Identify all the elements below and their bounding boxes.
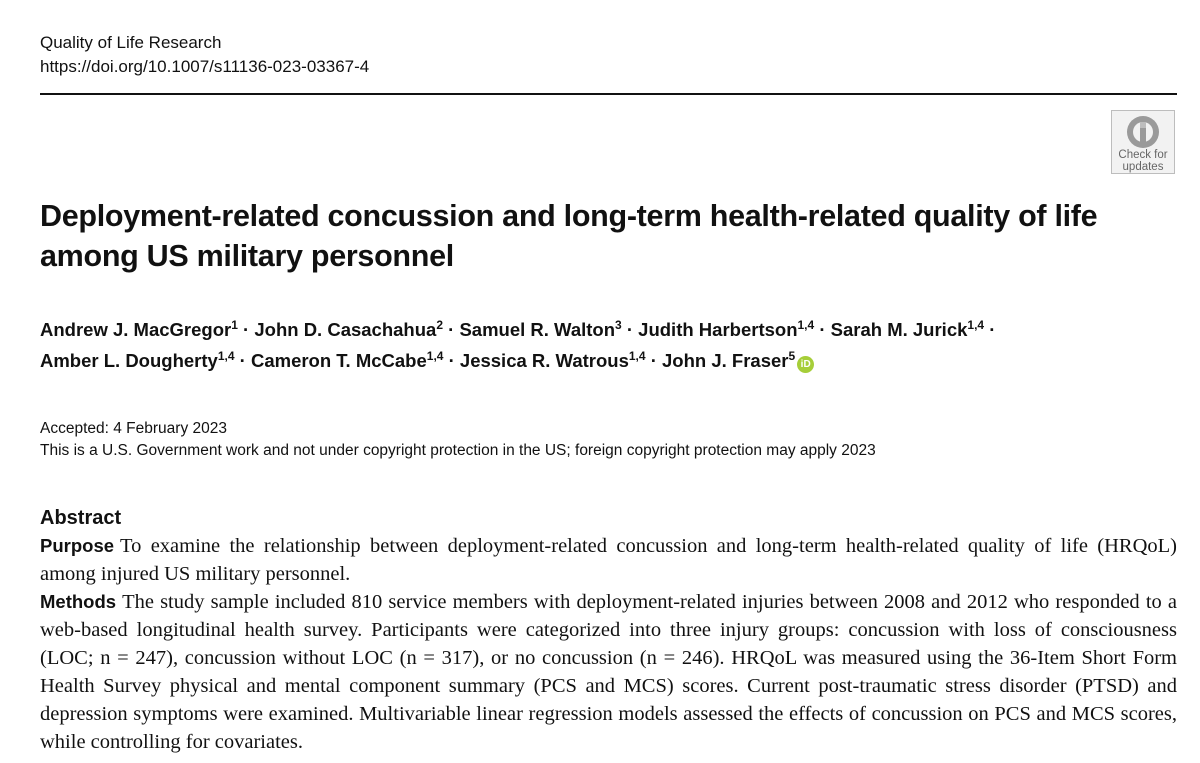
- author-name: Amber L. Dougherty: [40, 350, 218, 371]
- journal-header: [40, 31, 369, 79]
- article-title: Deployment-related concussion and long-term health-related quality of life among US military personnel: [40, 199, 1098, 273]
- author-affiliation: 1: [231, 318, 238, 332]
- author-separator: ·: [621, 319, 639, 340]
- badge-line-2: updates: [1122, 161, 1164, 173]
- author-affiliation: 5: [788, 349, 796, 363]
- author-affiliation: 1,4: [628, 349, 646, 363]
- author-separator: ·: [814, 319, 831, 340]
- author-separator: ·: [984, 319, 996, 340]
- author[interactable]: [459, 319, 621, 340]
- author[interactable]: [254, 319, 443, 340]
- header-rule: [40, 93, 1177, 95]
- author-name: Sarah M. Jurick: [830, 319, 968, 340]
- author[interactable]: [40, 319, 238, 340]
- author-affiliation: 1,4: [217, 349, 235, 363]
- author-name: Cameron T. McCabe: [250, 350, 427, 371]
- author[interactable]: [251, 350, 443, 371]
- purpose-text: To examine the relationship between deployment-related concussion and long-term health-related quality of life (HRQoL) among injured US military personnel.: [40, 535, 1177, 585]
- author-name: John D. Casachahua: [254, 319, 437, 340]
- accepted-date: Accepted: 4 February 2023: [40, 420, 227, 437]
- author-name: John J. Fraser: [662, 350, 789, 371]
- purpose-label: Purpose: [40, 535, 115, 556]
- author-affiliation: 1,4: [797, 318, 815, 332]
- badge-line-1: Check for: [1118, 149, 1168, 161]
- abstract-methods: [40, 588, 1177, 756]
- methods-text: The study sample included 810 service members with deployment-related injuries between 2008 and 2012 who responded to a web-based longitudinal health survey. Participants were categorized into three injury groups: concussion with loss of consciousness (LOC; n = 247), concussion without LOC (n = 317), or no concussion (n = 246). HRQoL was measured using the 36-Item Short Form Health Survey physical and mental component summary (PCS and MCS) scores. Current post-traumatic stress disorder (PTSD) and depression symptoms were examined. Multivariable linear regression models assessed the effects of concussion on PCS and MCS scores, while controlling for covariates.: [40, 591, 1177, 753]
- author-separator: ·: [443, 319, 460, 340]
- doi-link[interactable]: https://doi.org/10.1007/s11136-023-03367-4: [40, 57, 370, 76]
- author[interactable]: [831, 319, 984, 340]
- author-name: Jessica R. Watrous: [459, 350, 629, 371]
- abstract-body: [40, 532, 1177, 756]
- check-for-updates-badge[interactable]: [1111, 110, 1175, 174]
- author-separator: ·: [237, 319, 255, 340]
- author-affiliation: 1,4: [967, 318, 985, 332]
- author-name: Samuel R. Walton: [459, 319, 616, 340]
- author-name: Judith Harbertson: [638, 319, 798, 340]
- orcid-icon[interactable]: iD: [797, 356, 814, 373]
- author-list: [40, 314, 1180, 376]
- author[interactable]: [460, 350, 646, 371]
- author[interactable]: [662, 350, 814, 371]
- crossmark-icon: [1126, 115, 1160, 149]
- article-meta: [40, 418, 876, 462]
- author-separator: ·: [443, 350, 460, 371]
- copyright-notice: This is a U.S. Government work and not under copyright protection in the US; foreign copyright protection may apply 2023: [40, 442, 876, 459]
- author[interactable]: [638, 319, 814, 340]
- abstract-heading: Abstract: [40, 507, 122, 529]
- journal-name: Quality of Life Research: [40, 33, 222, 52]
- author-name: Andrew J. MacGregor: [40, 319, 232, 340]
- author-affiliation: 1,4: [426, 349, 444, 363]
- author-affiliation: 3: [615, 318, 622, 332]
- author-separator: ·: [645, 350, 663, 371]
- author[interactable]: [40, 350, 235, 371]
- methods-label: Methods: [40, 591, 117, 612]
- author-separator: ·: [234, 350, 251, 371]
- author-affiliation: 2: [436, 318, 444, 332]
- abstract-purpose: [40, 532, 1177, 588]
